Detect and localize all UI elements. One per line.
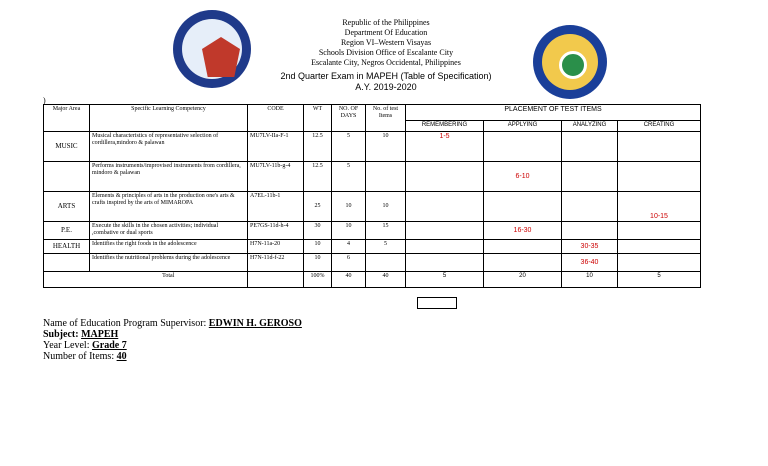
subject-value: MAPEH (81, 329, 119, 340)
school-year: A.Y. 2019-2020 (355, 82, 417, 92)
header-competency: Specific Learning Competency (90, 105, 248, 132)
row-items: 15 (366, 222, 406, 240)
exam-title: 2nd Quarter Exam in MAPEH (Table of Specification) (280, 71, 492, 81)
row-area: P.E. (44, 222, 90, 240)
stray-mark: ) (43, 96, 46, 105)
row-area: ARTS (44, 192, 90, 222)
header-wt: WT (304, 105, 332, 132)
escalante-division-seal-logo (533, 25, 607, 99)
table-row (44, 240, 701, 254)
row-applying: 16-30 (484, 222, 562, 240)
row-remembering (406, 222, 484, 240)
header-items: No. of test Items (366, 105, 406, 132)
row-items (366, 254, 406, 272)
row-items: 5 (366, 240, 406, 254)
header-address: Escalante City, Negros Occidental, Philippines (311, 58, 461, 67)
header-republic: Republic of the Philippines (342, 18, 430, 27)
header-major-area: Major Area (44, 105, 90, 132)
row-competency: Performs instruments/improvised instruments from cordillera, mindoro & palawan (90, 162, 248, 192)
row-creating (618, 162, 701, 192)
row-remembering (406, 162, 484, 192)
row-items (366, 162, 406, 192)
total-row (44, 272, 701, 288)
total-creating: 5 (618, 272, 701, 288)
year-level-value: Grade 7 (91, 340, 127, 351)
number-of-items-value: 40 (116, 351, 127, 362)
row-area: MUSIC (44, 132, 90, 162)
row-days: 10 (332, 222, 366, 240)
row-wt: 12.5 (304, 132, 332, 162)
row-creating (618, 254, 701, 272)
empty-box (417, 297, 457, 309)
row-code: H7N-11a-20 (248, 240, 304, 254)
row-remembering: 1-5 (406, 132, 484, 162)
table-row (44, 192, 701, 222)
header-remembering: REMEMBERING (406, 121, 484, 132)
row-days: 5 (332, 162, 366, 192)
row-area: HEALTH (44, 240, 90, 254)
row-creating: 10-15 (618, 192, 701, 222)
document-header (240, 18, 532, 93)
total-label: Total (90, 272, 248, 288)
row-wt: 10 (304, 254, 332, 272)
row-days: 5 (332, 132, 366, 162)
row-analyzing: 36-40 (562, 254, 618, 272)
row-applying (484, 254, 562, 272)
row-competency: Musical characteristics of representative selection of cordillera,mindoro & palawan (90, 132, 248, 162)
row-analyzing (562, 222, 618, 240)
header-placement: PLACEMENT OF TEST ITEMS (406, 105, 701, 121)
row-code: H7N-11d-f-22 (248, 254, 304, 272)
row-remembering (406, 254, 484, 272)
total-items: 40 (366, 272, 406, 288)
header-analyzing: ANALYZING (562, 121, 618, 132)
table-row (44, 162, 701, 192)
total-analyzing: 10 (562, 272, 618, 288)
row-days: 6 (332, 254, 366, 272)
row-days: 10 (332, 192, 366, 222)
row-area (44, 162, 90, 192)
row-area (44, 254, 90, 272)
header-region: Region VI–Western Visayas (340, 38, 432, 47)
row-code: MU7LV-11b-g-4 (248, 162, 304, 192)
supervisor-value: EDWIN H. GEROSO (208, 318, 302, 329)
table-row (44, 254, 701, 272)
table-of-specification (43, 104, 701, 288)
row-analyzing (562, 192, 618, 222)
total-days: 40 (332, 272, 366, 288)
row-wt: 25 (304, 192, 332, 222)
row-wt: 30 (304, 222, 332, 240)
row-creating (618, 222, 701, 240)
row-competency: Elements & principles of arts in the production one's arts & crafts inspired by the arts of MIMAROPA (90, 192, 248, 222)
supervisor-label: Name of Education Program Supervisor: (43, 318, 207, 329)
row-items: 10 (366, 192, 406, 222)
row-items: 10 (366, 132, 406, 162)
row-competency: Identifies the nutritional problems during the adolescence (90, 254, 248, 272)
row-wt: 12.5 (304, 162, 332, 192)
header-creating: CREATING (618, 121, 701, 132)
row-analyzing: 30-35 (562, 240, 618, 254)
row-wt: 10 (304, 240, 332, 254)
row-code: PE7GS-11d-h-4 (248, 222, 304, 240)
row-analyzing (562, 132, 618, 162)
table-row (44, 132, 701, 162)
table-row (44, 222, 701, 240)
row-competency: Identifies the right foods in the adolescence (90, 240, 248, 254)
row-applying (484, 132, 562, 162)
year-level-label: Year Level: (43, 340, 90, 351)
row-remembering (406, 240, 484, 254)
total-wt: 100% (304, 272, 332, 288)
row-days: 4 (332, 240, 366, 254)
row-applying (484, 240, 562, 254)
header-applying: APPLYING (484, 121, 562, 132)
row-competency: Execute the skills in the chosen activities; individual ,combative or dual sports (90, 222, 248, 240)
document-footer (43, 318, 302, 362)
row-creating (618, 240, 701, 254)
row-applying (484, 192, 562, 222)
header-days: NO. OF DAYS (332, 105, 366, 132)
total-remembering: 5 (406, 272, 484, 288)
subject-label: Subject: (43, 329, 79, 340)
row-remembering (406, 192, 484, 222)
number-of-items-label: Number of Items: (43, 351, 115, 362)
row-code: A7EL-11b-1 (248, 192, 304, 222)
row-applying: 6-10 (484, 162, 562, 192)
total-applying: 20 (484, 272, 562, 288)
header-department: Department Of Education (344, 28, 428, 37)
header-division: Schools Division Office of Escalante City (318, 48, 454, 57)
row-analyzing (562, 162, 618, 192)
row-creating (618, 132, 701, 162)
header-code: CODE (248, 105, 304, 132)
row-code: MU7LV-IIa-F-1 (248, 132, 304, 162)
